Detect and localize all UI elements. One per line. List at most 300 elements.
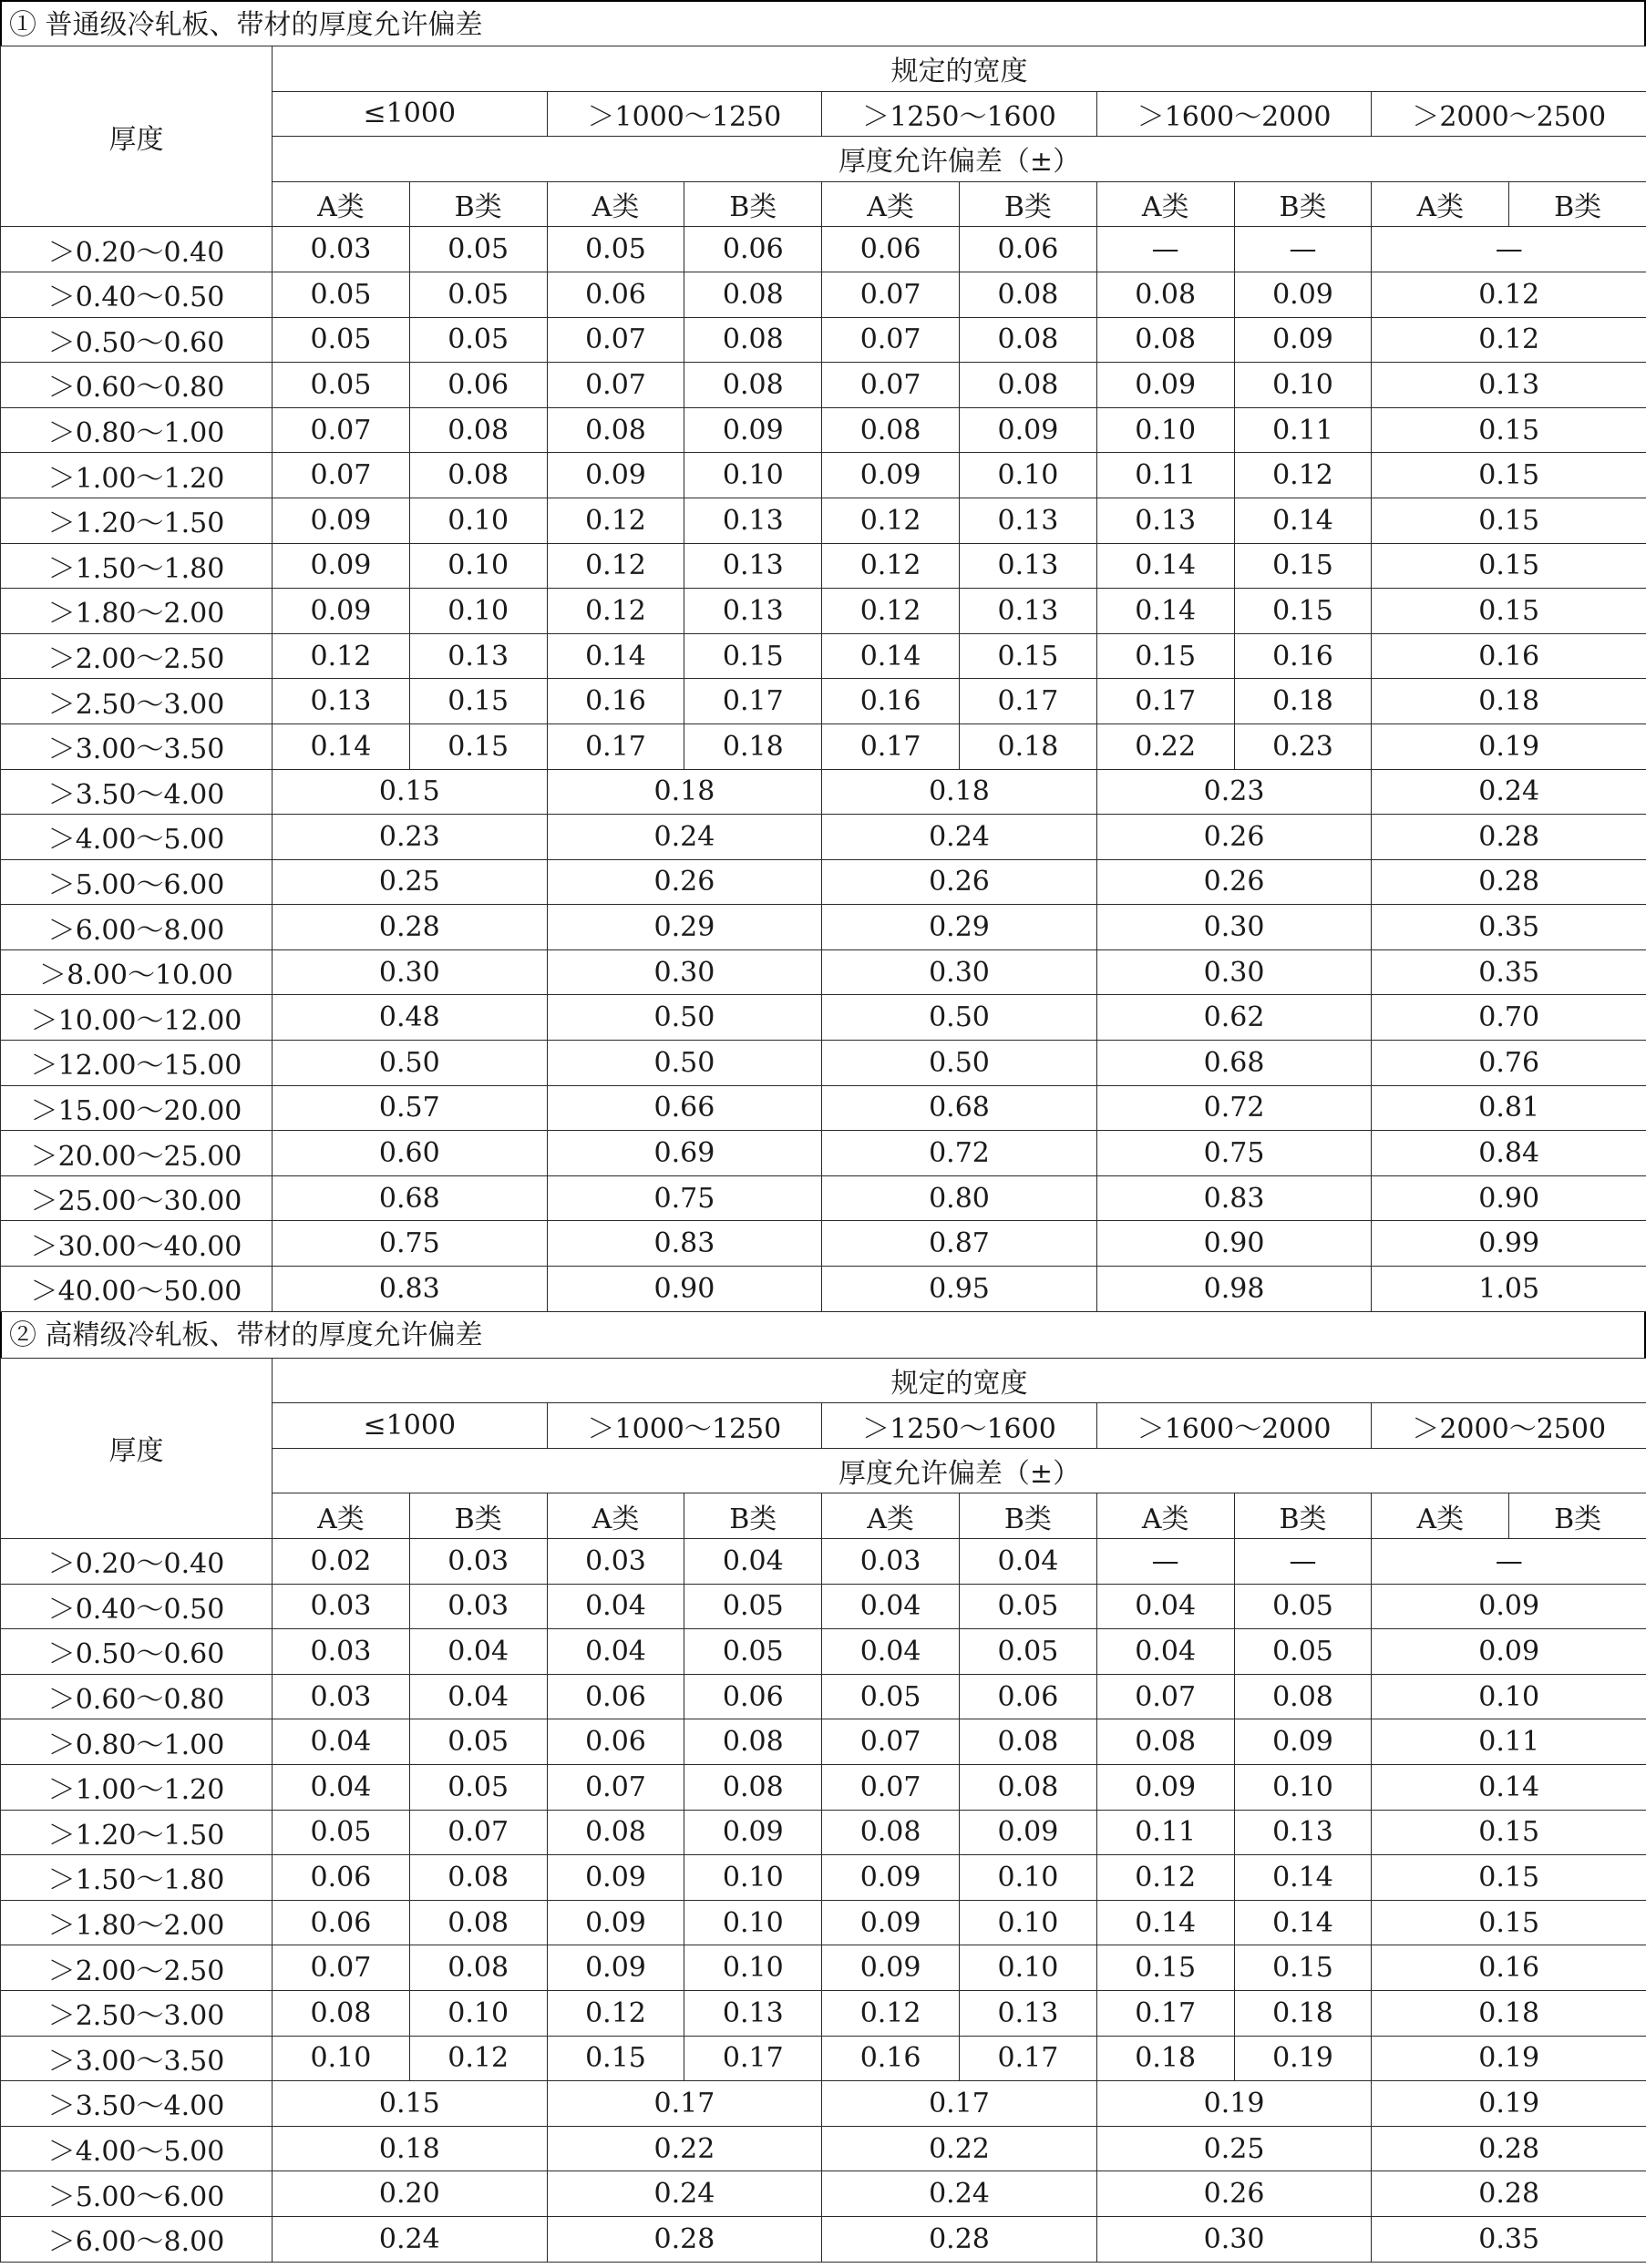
tolerance-cell: 0.11 [1096, 1810, 1234, 1855]
thickness-range-cell: ＞6.00～8.00 [1, 2216, 273, 2262]
tolerance-cell: 0.04 [547, 1584, 684, 1629]
tolerance-cell: 0.24 [273, 2216, 548, 2262]
table-row [1, 949, 1646, 995]
tolerance-cell: 0.90 [1372, 1175, 1646, 1221]
tolerance-cell: 0.16 [1372, 633, 1646, 679]
table-row [1, 543, 1646, 589]
table-row [1, 2081, 1646, 2127]
width-range-header: ＞1000～1250 [547, 91, 822, 137]
tolerance-cell: 0.29 [547, 905, 822, 950]
tolerance-cell: 0.10 [684, 1900, 822, 1945]
table-row [1, 227, 1646, 272]
tolerance-cell: 0.11 [1096, 453, 1234, 498]
tolerance-cell: 0.30 [273, 949, 548, 995]
tolerance-cell: 0.08 [684, 1764, 822, 1810]
specified-width-header: 规定的宽度 [273, 1358, 1646, 1403]
tolerance-cell: 0.24 [547, 815, 822, 860]
tolerance-cell: 0.08 [1234, 1674, 1372, 1719]
tolerance-cell: — [1234, 227, 1372, 272]
width-range-header: ＞1600～2000 [1096, 1403, 1372, 1449]
class-b-header: B类 [684, 181, 822, 227]
tolerance-cell: 0.35 [1372, 905, 1646, 950]
table-row [1, 859, 1646, 905]
tolerance-cell: 0.03 [273, 1584, 410, 1629]
tolerance-cell: 0.08 [959, 363, 1096, 408]
table-row [1, 2126, 1646, 2171]
class-a-header: A类 [1096, 1493, 1234, 1539]
tolerance-cell: 0.30 [1096, 2216, 1372, 2262]
tolerance-cell: 0.08 [959, 1764, 1096, 1810]
tolerance-cell: 0.17 [684, 679, 822, 724]
tolerance-cell: 0.05 [273, 363, 410, 408]
tolerance-cell: 0.26 [547, 859, 822, 905]
tolerance-cell: 0.09 [547, 453, 684, 498]
tolerance-cell: 0.75 [547, 1175, 822, 1221]
tolerance-cell: 0.10 [684, 453, 822, 498]
tolerance-cell: 0.10 [1234, 1764, 1372, 1810]
tolerance-cell: 0.13 [959, 543, 1096, 589]
tolerance-cell: 0.09 [1234, 272, 1372, 317]
tolerance-cell: 0.08 [684, 272, 822, 317]
tolerance-cell: 0.09 [547, 1855, 684, 1901]
tolerance-cell: 0.08 [1096, 1719, 1234, 1765]
table-body [1, 1539, 1646, 2263]
tolerance-cell: 0.15 [1372, 498, 1646, 543]
tolerance-cell: 0.14 [1372, 1764, 1646, 1810]
class-b-header: B类 [684, 1493, 822, 1539]
tolerance-cell: 0.26 [1096, 2171, 1372, 2217]
tolerance-cell: 0.05 [273, 1810, 410, 1855]
table-row [1, 1900, 1646, 1945]
tolerance-cell: 0.75 [273, 1221, 548, 1267]
tolerance-cell: 0.23 [1096, 769, 1372, 815]
tolerance-cell: 0.07 [547, 1764, 684, 1810]
tolerance-cell: 0.13 [684, 543, 822, 589]
tolerance-cell: 0.13 [684, 1990, 822, 2036]
thickness-range-cell: ＞1.00～1.20 [1, 453, 273, 498]
table-row [1, 1041, 1646, 1086]
tolerance-cell: 0.14 [273, 724, 410, 769]
tolerance-cell: 0.08 [409, 453, 547, 498]
tolerance-cell: 0.09 [1096, 1764, 1234, 1810]
tolerance-cell: 0.08 [822, 1810, 960, 1855]
tolerance-cell: 0.07 [822, 317, 960, 363]
thickness-range-cell: ＞2.00～2.50 [1, 1945, 273, 1991]
thickness-range-cell: ＞3.50～4.00 [1, 769, 273, 815]
tolerance-cell: 0.15 [1096, 633, 1234, 679]
tolerance-cell: 0.03 [273, 1674, 410, 1719]
tolerance-cell: 0.81 [1372, 1085, 1646, 1131]
tolerance-cell: 0.15 [1372, 589, 1646, 634]
tolerance-cell: 0.87 [822, 1221, 1097, 1267]
table-row [1, 453, 1646, 498]
tolerance-cell: 0.13 [959, 498, 1096, 543]
table-row [1, 1539, 1646, 1585]
specified-width-header: 规定的宽度 [273, 46, 1646, 92]
tolerance-cell: 0.15 [959, 633, 1096, 679]
tolerance-cell: 0.18 [822, 769, 1097, 815]
tolerance-cell: 0.72 [822, 1131, 1097, 1176]
tolerance-cell: 0.16 [1234, 633, 1372, 679]
thickness-range-cell: ＞25.00～30.00 [1, 1175, 273, 1221]
tolerance-cell: 0.25 [1096, 2126, 1372, 2171]
tolerance-cell: 0.30 [1096, 905, 1372, 950]
tolerance-cell: 0.28 [822, 2216, 1097, 2262]
tolerance-cell: 0.08 [959, 317, 1096, 363]
tolerance-cell: 0.10 [959, 1900, 1096, 1945]
class-a-header: A类 [547, 1493, 684, 1539]
tolerance-cell: 0.02 [273, 1539, 410, 1585]
tolerance-cell: 0.04 [547, 1629, 684, 1675]
thickness-range-cell: ＞0.80～1.00 [1, 407, 273, 453]
tolerance-cell: 0.60 [273, 1131, 548, 1176]
tolerance-cell: 0.16 [822, 2036, 960, 2081]
tolerance-cell: 0.05 [273, 317, 410, 363]
tolerance-cell: 0.06 [684, 227, 822, 272]
table-row [1, 589, 1646, 634]
thickness-range-cell: ＞1.50～1.80 [1, 1855, 273, 1901]
thickness-range-cell: ＞0.80～1.00 [1, 1719, 273, 1765]
tolerance-cell: 0.10 [684, 1945, 822, 1991]
tolerance-cell: 0.12 [822, 589, 960, 634]
tolerance-cell: 0.09 [1372, 1629, 1646, 1675]
tolerance-cell: 0.08 [684, 363, 822, 408]
tolerance-cell: 0.66 [547, 1085, 822, 1131]
table-row [1, 1584, 1646, 1629]
class-a-header: A类 [1372, 181, 1509, 227]
thickness-header: 厚度 [1, 1358, 273, 1538]
tolerance-cell: 0.07 [547, 317, 684, 363]
table-row [1, 1267, 1646, 1312]
tolerance-header: 厚度允许偏差（±） [273, 137, 1646, 182]
table-row [1, 724, 1646, 769]
tolerance-cell: 0.19 [1372, 724, 1646, 769]
tolerance-cell: 0.08 [1096, 272, 1234, 317]
tolerance-cell: 0.03 [273, 227, 410, 272]
thickness-range-cell: ＞0.50～0.60 [1, 1629, 273, 1675]
tolerance-cell: 0.09 [1234, 1719, 1372, 1765]
tolerance-cell: 0.30 [822, 949, 1097, 995]
tolerance-cell: 0.15 [1372, 1900, 1646, 1945]
tolerance-cell: 0.05 [273, 272, 410, 317]
tolerance-cell: 0.08 [409, 1855, 547, 1901]
table-row [1, 1175, 1646, 1221]
class-b-header: B类 [1509, 1493, 1646, 1539]
table-row [1, 1810, 1646, 1855]
thickness-range-cell: ＞3.00～3.50 [1, 724, 273, 769]
tolerance-cell: — [1234, 1539, 1372, 1585]
tolerance-cell: 0.04 [409, 1629, 547, 1675]
tolerance-cell: 0.12 [822, 498, 960, 543]
tolerance-cell: 0.18 [1372, 1990, 1646, 2036]
tolerance-cell: 0.12 [822, 543, 960, 589]
tolerance-cell: 0.14 [1234, 1900, 1372, 1945]
tolerance-cell: 0.09 [822, 1900, 960, 1945]
tolerance-cell: 0.04 [273, 1764, 410, 1810]
tolerance-cell: 0.10 [409, 543, 547, 589]
width-range-header: ≤1000 [273, 91, 548, 137]
tolerance-cell: 0.08 [684, 317, 822, 363]
tolerance-cell: 0.18 [547, 769, 822, 815]
tolerance-cell: 0.09 [1096, 363, 1234, 408]
tolerance-cell: 0.14 [1096, 543, 1234, 589]
tolerance-cell: 0.23 [273, 815, 548, 860]
tolerance-cell: 0.83 [547, 1221, 822, 1267]
tolerance-cell: 0.84 [1372, 1131, 1646, 1176]
tolerance-cell: 0.04 [1096, 1629, 1234, 1675]
table-row [1, 1221, 1646, 1267]
tolerance-cell: 0.10 [409, 589, 547, 634]
thickness-range-cell: ＞0.50～0.60 [1, 317, 273, 363]
thickness-range-cell: ＞2.50～3.00 [1, 1990, 273, 2036]
thickness-range-cell: ＞1.20～1.50 [1, 498, 273, 543]
tolerance-cell: 0.19 [1372, 2081, 1646, 2127]
tolerance-cell: 0.12 [1096, 1855, 1234, 1901]
tolerance-cell: 0.08 [273, 1990, 410, 2036]
tolerance-cell: 0.68 [822, 1085, 1097, 1131]
tolerance-cell: 0.07 [273, 407, 410, 453]
table-row [1, 633, 1646, 679]
tolerance-cell: 0.09 [684, 407, 822, 453]
tolerance-cell: 0.10 [273, 2036, 410, 2081]
width-range-header: ＞1000～1250 [547, 1403, 822, 1449]
tolerance-cell: 0.07 [409, 1810, 547, 1855]
class-b-header: B类 [409, 181, 547, 227]
tolerance-cell: 0.09 [822, 1945, 960, 1991]
tolerance-cell: 0.10 [959, 1855, 1096, 1901]
tolerance-cell: 0.19 [1372, 2036, 1646, 2081]
tolerance-cell: 0.17 [547, 724, 684, 769]
width-range-header: ＞1250～1600 [822, 1403, 1097, 1449]
table-row [1, 679, 1646, 724]
tolerance-cell: 0.08 [547, 1810, 684, 1855]
tolerance-cell: 0.11 [1234, 407, 1372, 453]
tolerance-cell: 0.08 [547, 407, 684, 453]
width-range-header: ＞2000～2500 [1372, 91, 1646, 137]
tolerance-cell: 0.12 [547, 543, 684, 589]
tolerance-cell: 0.28 [1372, 815, 1646, 860]
tolerance-cell: 0.12 [547, 1990, 684, 2036]
tolerance-cell: 0.09 [959, 1810, 1096, 1855]
thickness-range-cell: ＞2.50～3.00 [1, 679, 273, 724]
tolerance-cell: 0.12 [1234, 453, 1372, 498]
table-row [1, 1085, 1646, 1131]
tolerance-cell: 0.90 [547, 1267, 822, 1312]
tolerance-cell: 0.50 [822, 1041, 1097, 1086]
tolerance-cell: 0.13 [409, 633, 547, 679]
thickness-range-cell: ＞40.00～50.00 [1, 1267, 273, 1312]
tolerance-cell: 0.07 [273, 1945, 410, 1991]
tolerance-cell: 0.09 [273, 543, 410, 589]
tolerance-cell: 0.50 [547, 995, 822, 1041]
thickness-range-cell: ＞0.40～0.50 [1, 1584, 273, 1629]
tolerance-cell: 1.05 [1372, 1267, 1646, 1312]
thickness-range-cell: ＞4.00～5.00 [1, 2126, 273, 2171]
tolerance-cell: 0.15 [273, 2081, 548, 2127]
tolerance-cell: 0.15 [1372, 1810, 1646, 1855]
tolerance-cell: 0.17 [959, 679, 1096, 724]
tolerance-cell: 0.90 [1096, 1221, 1372, 1267]
tolerance-cell: 0.09 [547, 1945, 684, 1991]
tolerance-cell: 0.09 [273, 589, 410, 634]
class-b-header: B类 [409, 1493, 547, 1539]
tolerance-cell: 0.70 [1372, 995, 1646, 1041]
tolerance-cell: 0.57 [273, 1085, 548, 1131]
table-row [1, 815, 1646, 860]
tolerance-cell: 0.68 [1096, 1041, 1372, 1086]
tolerance-cell: 0.03 [273, 1629, 410, 1675]
tolerance-cell: 0.05 [409, 1764, 547, 1810]
tolerance-cell: 0.76 [1372, 1041, 1646, 1086]
tolerance-cell: 0.05 [409, 1719, 547, 1765]
thickness-range-cell: ＞0.60～0.80 [1, 363, 273, 408]
table-body [1, 227, 1646, 1311]
tolerance-cell: 0.19 [1096, 2081, 1372, 2127]
class-a-header: A类 [547, 181, 684, 227]
thickness-range-cell: ＞30.00～40.00 [1, 1221, 273, 1267]
tolerance-cell: 0.17 [684, 2036, 822, 2081]
tolerance-cell: 0.15 [547, 2036, 684, 2081]
width-range-header: ＞1250～1600 [822, 91, 1097, 137]
tolerance-cell: 0.19 [1234, 2036, 1372, 2081]
tolerance-cell: — [1372, 227, 1646, 272]
tolerance-cell: 0.69 [547, 1131, 822, 1176]
tolerance-cell: 0.05 [822, 1674, 960, 1719]
tolerance-cell: 0.07 [822, 272, 960, 317]
tolerance-cell: 0.15 [1234, 589, 1372, 634]
tolerance-cell: 0.05 [547, 227, 684, 272]
tolerance-cell: 0.28 [1372, 859, 1646, 905]
section-title-high-precision: ② 高精级冷轧板、带材的厚度允许偏差 [0, 1312, 1646, 1358]
section-title-ordinary: ① 普通级冷轧板、带材的厚度允许偏差 [0, 0, 1646, 46]
tolerance-cell: 0.09 [1372, 1584, 1646, 1629]
tolerance-cell: 0.75 [1096, 1131, 1372, 1176]
tolerance-cell: 0.05 [409, 317, 547, 363]
tolerance-cell: 0.15 [684, 633, 822, 679]
tolerance-cell: 0.13 [959, 1990, 1096, 2036]
tolerance-cell: 0.14 [822, 633, 960, 679]
width-range-header: ＞1600～2000 [1096, 91, 1372, 137]
class-a-header: A类 [273, 1493, 410, 1539]
tolerance-cell: 0.04 [822, 1629, 960, 1675]
table-row [1, 1855, 1646, 1901]
thickness-range-cell: ＞20.00～25.00 [1, 1131, 273, 1176]
class-b-header: B类 [1234, 1493, 1372, 1539]
tolerance-cell: 0.03 [409, 1584, 547, 1629]
tolerance-cell: 0.16 [1372, 1945, 1646, 1991]
class-b-header: B类 [1509, 181, 1646, 227]
tolerance-cell: 0.16 [547, 679, 684, 724]
tolerance-cell: 0.26 [1096, 859, 1372, 905]
tolerance-cell: 0.20 [273, 2171, 548, 2217]
tolerance-cell: 0.35 [1372, 949, 1646, 995]
thickness-range-cell: ＞1.80～2.00 [1, 589, 273, 634]
tolerance-cell: 0.72 [1096, 1085, 1372, 1131]
thickness-range-cell: ＞4.00～5.00 [1, 815, 273, 860]
tolerance-cell: 0.10 [409, 498, 547, 543]
tolerance-cell: 0.09 [684, 1810, 822, 1855]
tolerance-cell: 0.10 [1096, 407, 1234, 453]
tolerance-cell: 0.08 [409, 407, 547, 453]
tolerance-cell: 0.06 [822, 227, 960, 272]
tolerance-cell: 0.06 [409, 363, 547, 408]
table-row [1, 2171, 1646, 2217]
tolerance-cell: 0.17 [822, 2081, 1097, 2127]
tolerance-cell: 0.08 [409, 1900, 547, 1945]
thickness-range-cell: ＞1.50～1.80 [1, 543, 273, 589]
tolerance-cell: 0.17 [822, 724, 960, 769]
thickness-range-cell: ＞10.00～12.00 [1, 995, 273, 1041]
tolerance-cell: 0.06 [547, 272, 684, 317]
table-row [1, 498, 1646, 543]
tolerance-cell: 0.13 [684, 589, 822, 634]
tolerance-cell: 0.83 [1096, 1175, 1372, 1221]
table-row [1, 317, 1646, 363]
tolerance-cell: 0.04 [684, 1539, 822, 1585]
tolerance-cell: 0.12 [273, 633, 410, 679]
tolerance-cell: 0.18 [1234, 679, 1372, 724]
tolerance-cell: 0.30 [547, 949, 822, 995]
tolerance-cell: 0.05 [959, 1629, 1096, 1675]
thickness-range-cell: ＞15.00～20.00 [1, 1085, 273, 1131]
table-row [1, 363, 1646, 408]
tolerance-cell: 0.25 [273, 859, 548, 905]
tolerance-cell: 0.11 [1372, 1719, 1646, 1765]
tolerance-cell: 0.08 [822, 407, 960, 453]
tolerance-cell: 0.28 [1372, 2171, 1646, 2217]
tolerance-cell: 0.10 [959, 453, 1096, 498]
thickness-range-cell: ＞6.00～8.00 [1, 905, 273, 950]
tolerance-cell: 0.28 [1372, 2126, 1646, 2171]
table-row [1, 769, 1646, 815]
tolerance-cell: 0.04 [409, 1674, 547, 1719]
thickness-header: 厚度 [1, 46, 273, 227]
table-row [1, 2036, 1646, 2081]
tolerance-cell: 0.07 [822, 1764, 960, 1810]
tolerance-cell: 0.24 [547, 2171, 822, 2217]
tolerance-cell: 0.13 [1234, 1810, 1372, 1855]
tolerance-cell: 0.14 [1096, 589, 1234, 634]
tolerance-cell: 0.22 [1096, 724, 1234, 769]
tolerance-cell: 0.17 [1096, 679, 1234, 724]
table-row [1, 1131, 1646, 1176]
tolerance-cell: 0.17 [959, 2036, 1096, 2081]
tolerance-cell: 0.08 [959, 1719, 1096, 1765]
thickness-range-cell: ＞0.20～0.40 [1, 1539, 273, 1585]
tolerance-cell: — [1096, 1539, 1234, 1585]
tolerance-cell: 0.06 [959, 227, 1096, 272]
tolerance-cell: 0.05 [409, 227, 547, 272]
class-a-header: A类 [273, 181, 410, 227]
tolerance-cell: 0.09 [547, 1900, 684, 1945]
table-row [1, 1674, 1646, 1719]
tolerance-cell: 0.18 [959, 724, 1096, 769]
tolerance-cell: 0.05 [1234, 1629, 1372, 1675]
tolerance-cell: 0.12 [547, 498, 684, 543]
tolerance-cell: 0.10 [409, 1990, 547, 2036]
tolerance-cell: 0.50 [273, 1041, 548, 1086]
tolerance-cell: 0.16 [822, 679, 960, 724]
tolerance-cell: 0.05 [959, 1584, 1096, 1629]
tolerance-cell: 0.28 [273, 905, 548, 950]
thickness-range-cell: ＞1.20～1.50 [1, 1810, 273, 1855]
tolerance-cell: 0.14 [1096, 1900, 1234, 1945]
tolerance-cell: 0.23 [1234, 724, 1372, 769]
class-a-header: A类 [1372, 1493, 1509, 1539]
table-row [1, 1719, 1646, 1765]
thickness-range-cell: ＞1.80～2.00 [1, 1900, 273, 1945]
tolerance-cell: 0.05 [1234, 1584, 1372, 1629]
